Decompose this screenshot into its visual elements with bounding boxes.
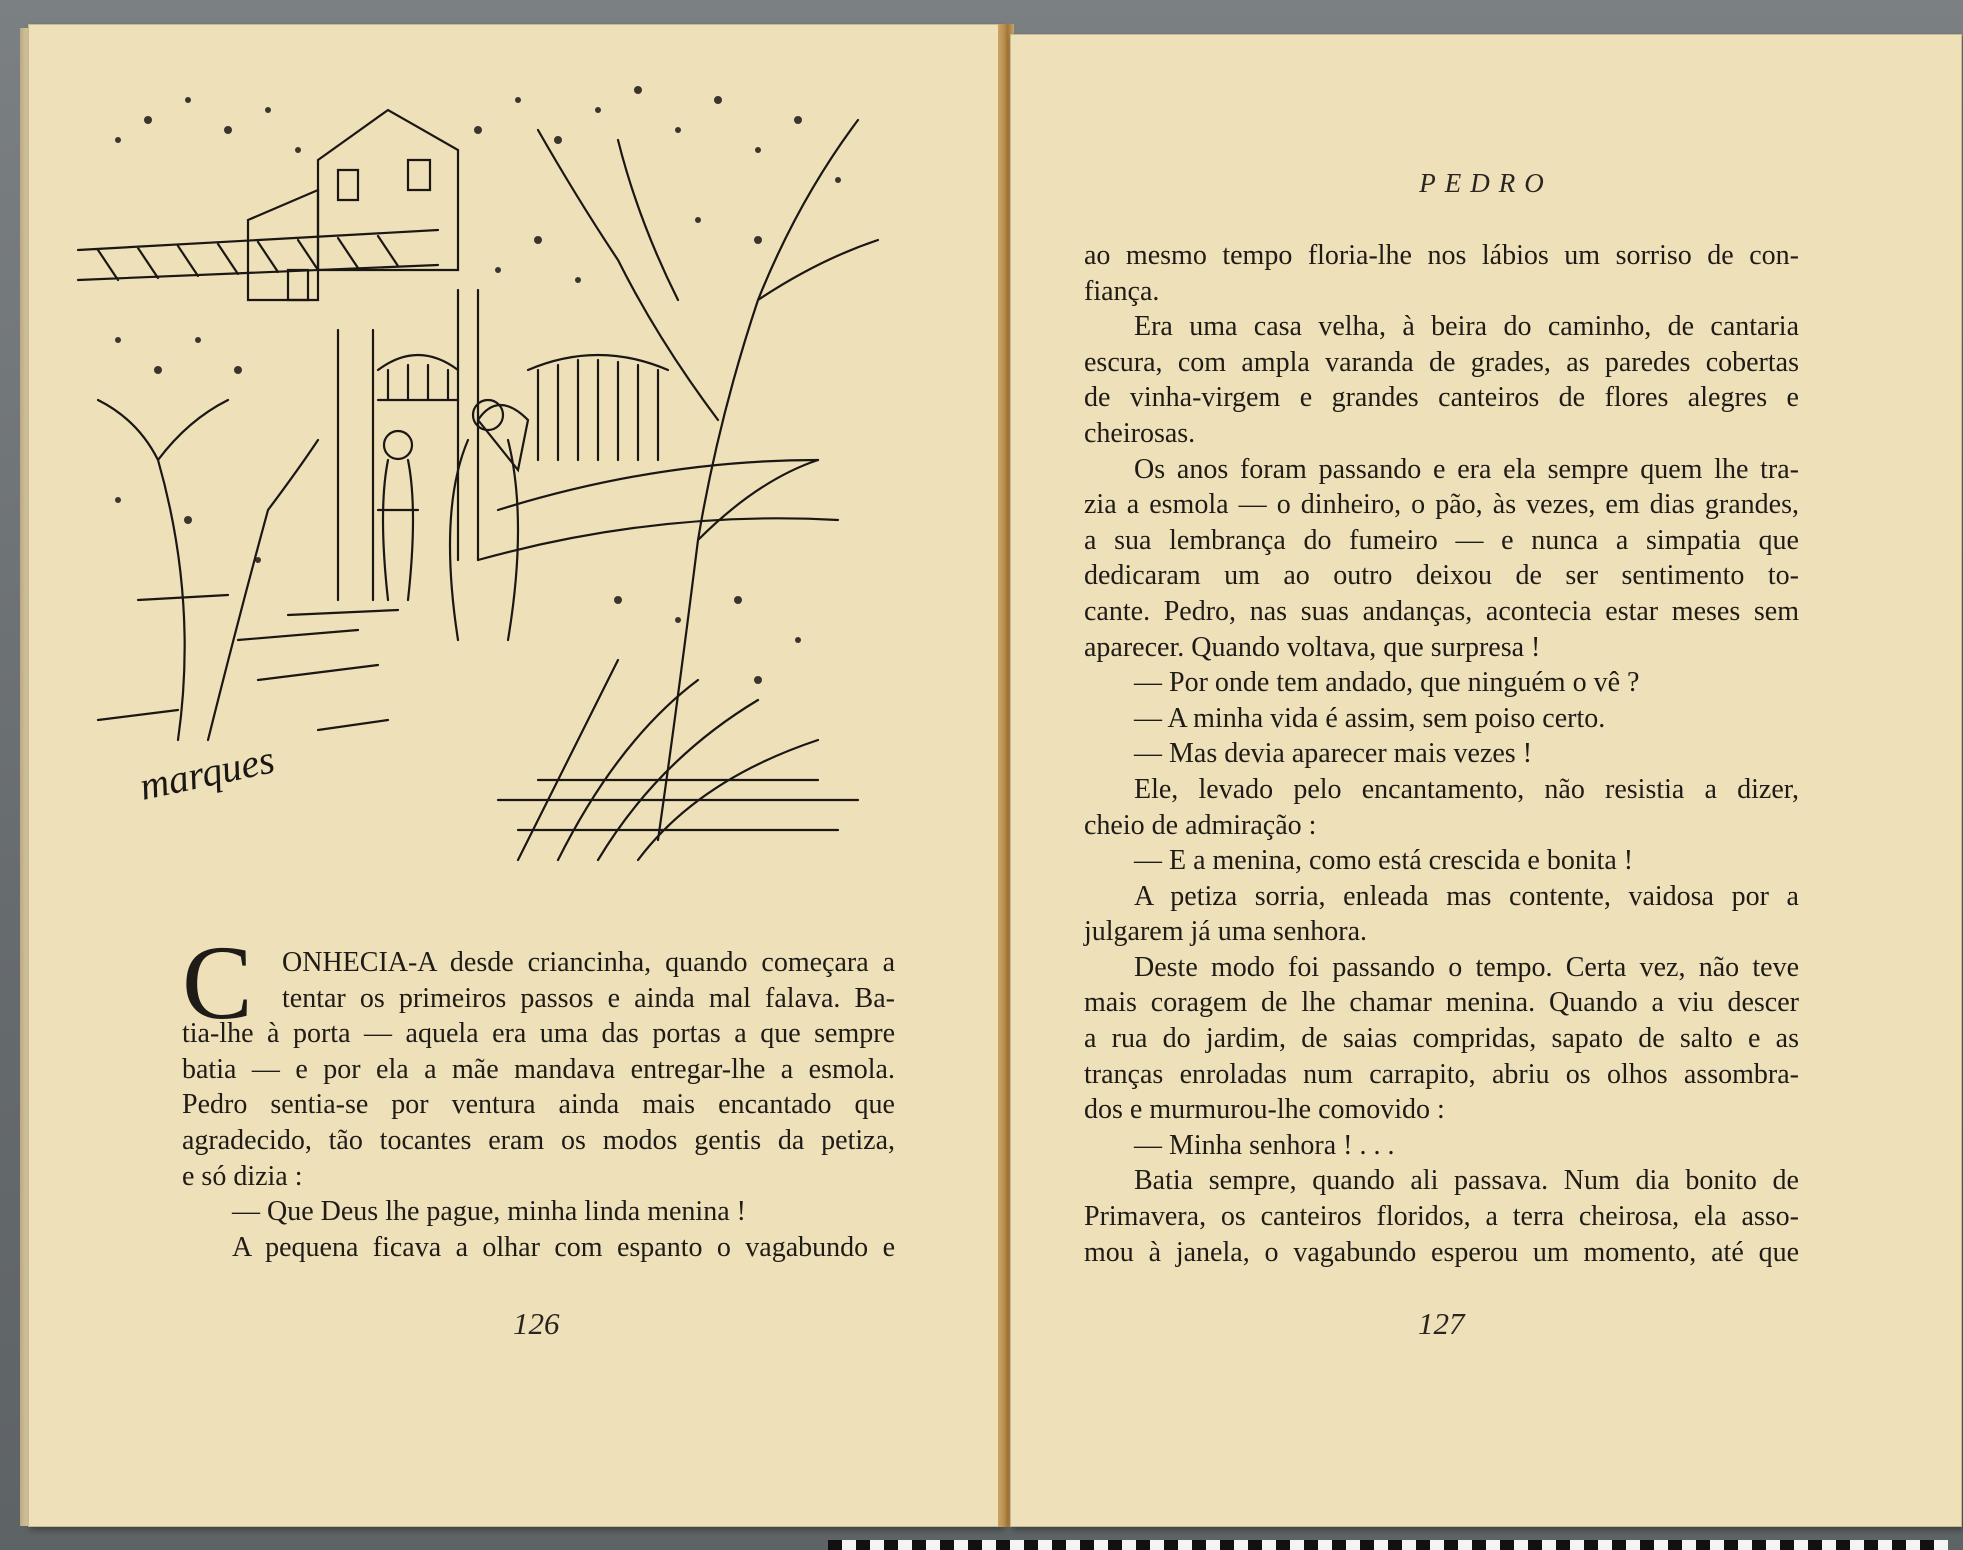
- text-line: zia a esmola — o dinheiro, o pão, às vezes, em dias grandes,: [1084, 489, 1799, 521]
- text-line: tentar os primeiros passos e ainda mal falava. Ba-: [282, 982, 895, 1014]
- text-line: Ele, levado pelo encantamento, não resistia a dizer,: [1134, 773, 1799, 805]
- text-line: cante. Pedro, nas suas andanças, acontecia estar meses sem: [1084, 595, 1799, 627]
- text-line: Batia sempre, quando ali passava. Num dia bonito de: [1134, 1165, 1799, 1197]
- text-line: dos e murmurou-lhe comovido :: [1084, 1094, 1445, 1126]
- text-line: — E a menina, como está crescida e bonita !: [1134, 845, 1634, 877]
- text-line: a sua lembrança do fumeiro — e nunca a simpatia que: [1084, 524, 1799, 556]
- illustration-garden-scene: [58, 40, 988, 870]
- text-line: batia — e por ela a mãe mandava entregar-lhe a esmola.: [182, 1053, 895, 1085]
- text-line: e só dizia :: [182, 1160, 303, 1192]
- text-line: julgarem já uma senhora.: [1084, 916, 1368, 948]
- text-line: — A minha vida é assim, sem poiso certo.: [1134, 702, 1606, 734]
- text-line: Os anos foram passando e era ela sempre quem lhe tra-: [1134, 453, 1799, 485]
- text-line: fiança.: [1084, 275, 1160, 307]
- page-number-left: 126: [513, 1306, 560, 1341]
- text-line: — Que Deus lhe pague, minha linda menina !: [232, 1196, 746, 1228]
- text-line: — Mas devia aparecer mais vezes !: [1134, 738, 1533, 770]
- text-line: A pequena ficava a olhar com espanto o vagabundo e: [232, 1231, 895, 1263]
- text-line: escura, com ampla varanda de grades, as paredes cobertas: [1084, 346, 1799, 378]
- page-number-right: 127: [1418, 1306, 1465, 1341]
- text-line: Deste modo foi passando o tempo. Certa vez, não teve: [1134, 951, 1799, 983]
- text-line: ONHECIA-A desde criancinha, quando começara a: [282, 947, 895, 978]
- running-head: PEDRO: [1419, 168, 1553, 198]
- text-line: tranças enroladas num carrapito, abriu os olhos assombra-: [1084, 1058, 1799, 1090]
- scale-ruler: [828, 1540, 1948, 1550]
- drop-cap: C: [182, 924, 253, 1041]
- text-line: — Minha senhora ! . . .: [1134, 1129, 1395, 1161]
- artist-signature: marques: [135, 736, 279, 809]
- left-page-body: [182, 924, 895, 1265]
- text-line: mou à janela, o vagabundo esperou um momento, até que: [1084, 1236, 1799, 1268]
- child-figure: [378, 460, 418, 600]
- text-line: A petiza sorria, enleada mas contente, vaidosa por a: [1134, 880, 1799, 912]
- text-line: a rua do jardim, de saias compridas, sapato de salto e as: [1084, 1023, 1799, 1055]
- text-line: tia-lhe à porta — aquela era uma das portas a que sempre: [182, 1018, 895, 1050]
- text-line: cheio de admiração :: [1084, 809, 1317, 841]
- text-line: de vinha-virgem e grandes canteiros de flores alegres e: [1084, 382, 1799, 414]
- text-line: Primavera, os canteiros floridos, a terra cheirosa, ela asso-: [1084, 1201, 1799, 1233]
- wanderer-figure: [450, 405, 528, 640]
- right-page-body: [1084, 238, 1799, 1270]
- text-line: — Por onde tem andado, que ninguém o vê ?: [1134, 667, 1640, 699]
- text-line: aparecer. Quando voltava, que surpresa !: [1084, 631, 1541, 663]
- text-line: Pedro sentia-se por ventura ainda mais encantado que: [182, 1089, 895, 1121]
- text-line: Era uma casa velha, à beira do caminho, de cantaria: [1134, 311, 1799, 343]
- text-line: cheirosas.: [1084, 417, 1196, 449]
- text-line: mais coragem de lhe chamar menina. Quando a viu descer: [1084, 987, 1799, 1019]
- text-line: ao mesmo tempo floria-lhe nos lábios um sorriso de con-: [1084, 240, 1799, 271]
- text-line: dedicaram um ao outro deixou de ser sentimento to-: [1084, 560, 1799, 592]
- text-line: agradecido, tão tocantes eram os modos gentis da petiza,: [182, 1124, 895, 1156]
